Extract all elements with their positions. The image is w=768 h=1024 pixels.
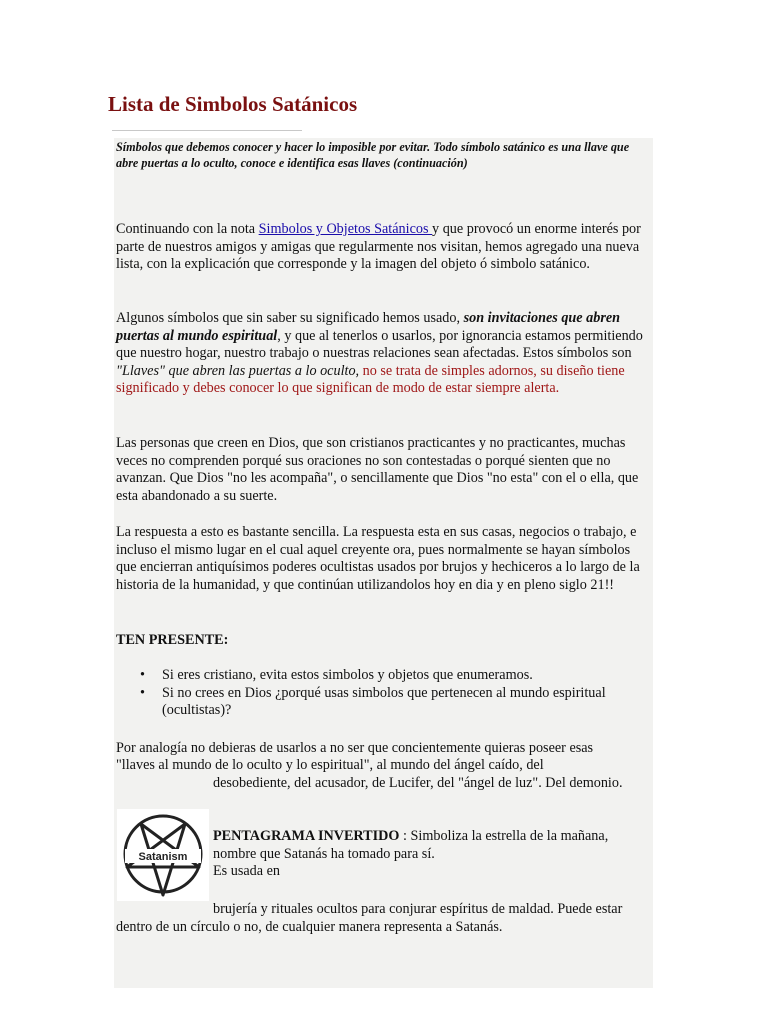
bullet-icon: • bbox=[140, 667, 145, 683]
answer-paragraph: La respuesta a esto es bastante sencilla. La respuesta esta en sus casas, negocios o trabajo, e incluso el mismo lugar en el cual aquel creyente ora, pues normalmente se hayan símbolos que encierran antiquísimos poderes ocultistas usados por brujos y hechiceros a lo largo de la historia de la humanidad, y que continúan utilizandolos hoy en dia y en pleno siglo 21!! bbox=[116, 524, 640, 593]
pentagram-usage bbox=[116, 901, 652, 936]
analogy-line-2: "llaves al mundo de lo oculto y lo espiritual", al mundo del ángel caído, del bbox=[116, 757, 544, 773]
keys-paragraph bbox=[116, 310, 652, 398]
pentagram-label: Satanism bbox=[138, 851, 188, 863]
pentagram-description bbox=[213, 828, 653, 863]
believers-paragraph: Las personas que creen en Dios, que son cristianos practicantes y no practicantes, muchas veces no comprenden porqué sus oraciones no son contestadas o porqué sienten que no avanzan. Que Dios "no les acompaña", o sencillamente que Dios "no esta" con el o ella, que esta abandonado a su suerte. bbox=[116, 435, 639, 504]
intro-text-after: y que provocó un enorme interés por parte de nuestros amigos y amigas que regularmente nos visitan, hemos agregado una nueva lista, con la explicación que corresponde y la imagen del objeto ó simbolo satánico. bbox=[116, 221, 641, 272]
list-item-text: Si no crees en Dios ¿porqué usas simbolos que pertenecen al mundo espiritual (ocultistas)? bbox=[162, 684, 606, 718]
bullet-icon: • bbox=[140, 684, 145, 701]
ten-presente-heading: TEN PRESENTE: bbox=[116, 632, 229, 648]
list-item bbox=[116, 685, 652, 720]
pentagram-image bbox=[117, 809, 209, 901]
intro-paragraph bbox=[116, 221, 652, 274]
simbolos-objetos-link[interactable]: Simbolos y Objetos Satánicos bbox=[258, 221, 433, 237]
analogy-indented: desobediente, del acusador, de Lucifer, del "ángel de luz". Del demonio. bbox=[213, 775, 623, 791]
pentagram-heading: PENTAGRAMA INVERTIDO bbox=[213, 828, 400, 844]
pentagram-usage-text: brujería y rituales ocultos para conjurar espíritus de maldad. Puede estar dentro de un círculo o no, de cualquier manera representa a Satanás. bbox=[116, 901, 623, 935]
inverted-pentagram-icon bbox=[117, 809, 209, 901]
keys-text-middle: , y que al tenerlos o usarlos, por ignorancia estamos permitiendo que nuestro hogar, nuestro trabajo o nuestras relaciones sean afectadas. Estos símbolos son bbox=[116, 327, 643, 361]
list-item-text: Si eres cristiano, evita estos simbolos y objetos que enumeramos. bbox=[162, 667, 533, 683]
subtitle: Símbolos que debemos conocer y hacer lo imposible por evitar. Todo símbolo satánico es una llave que abre puertas a lo oculto, conoce e identifica esas llaves (continuación) bbox=[116, 140, 630, 170]
warning-list bbox=[116, 667, 652, 720]
keys-red-text: no se trata de simples adornos, su diseño tiene significado y debes conocer lo que significan de modo de estar siempre alerta. bbox=[116, 362, 625, 396]
pentagram-desc: : Simboliza la estrella de la mañana, nombre que Satanás ha tomado para sí. bbox=[213, 828, 609, 862]
analogy-line-1: Por analogía no debieras de usarlos a no ser que concientemente quieras poseer esas bbox=[116, 740, 594, 756]
pentagram-usage-start: Es usada en bbox=[213, 863, 280, 879]
list-item bbox=[116, 667, 652, 685]
page-title: Lista de Simbolos Satánicos bbox=[108, 92, 358, 116]
intro-text-before: Continuando con la nota bbox=[116, 221, 259, 237]
keys-strong-text: son invitaciones que abren puertas al mundo espiritual bbox=[116, 310, 621, 344]
keys-italic-text: "Llaves" que abren las puertas a lo oculto, bbox=[116, 362, 360, 379]
title-divider bbox=[112, 130, 302, 131]
keys-text-before: Algunos símbolos que sin saber su significado hemos usado, bbox=[116, 310, 464, 326]
